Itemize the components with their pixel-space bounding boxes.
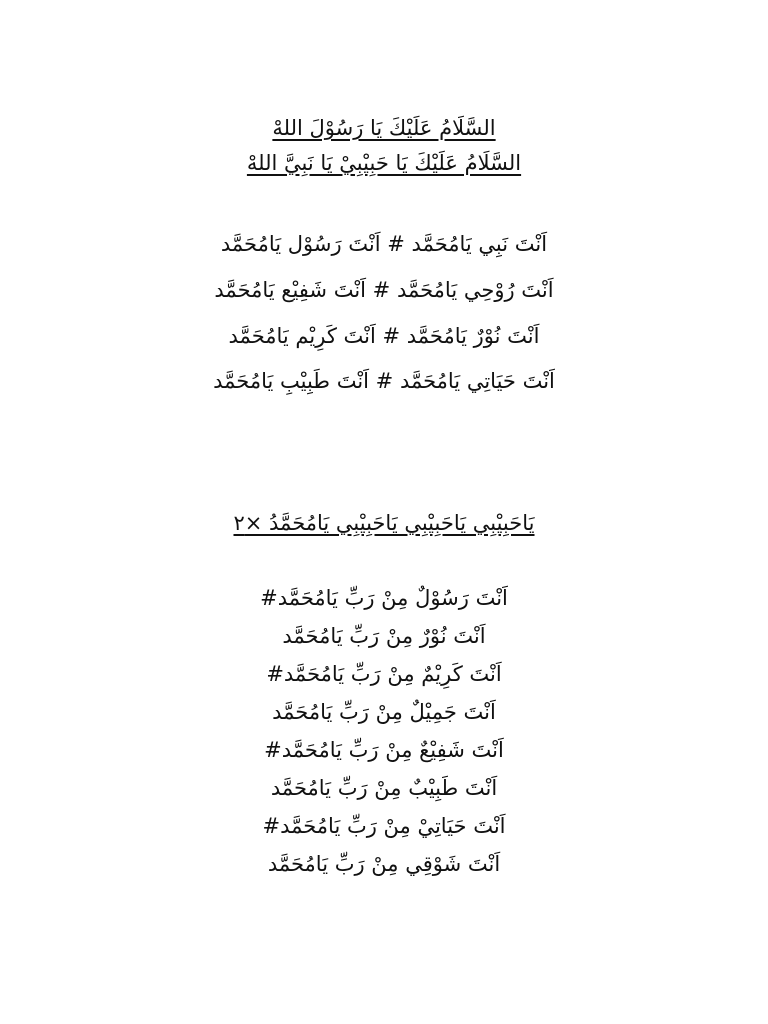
stanza2-line-2: اَنْتَ نُوْرٌ مِنْ رَبِّ يَامُحَمَّد bbox=[282, 624, 486, 648]
stanza1-line-3: اَنْتَ نُوْرٌ يَامُحَمَّد # اَنْتَ كَرِيْم يَامُحَمَّد bbox=[228, 324, 540, 348]
stanza2-line-1: اَنْتَ رَسُوْلٌ مِنْ رَبِّ يَامُحَمَّد# bbox=[260, 586, 508, 610]
stanza2-line-4: اَنْتَ جَمِيْلٌ مِنْ رَبِّ يَامُحَمَّد bbox=[272, 700, 496, 724]
stanza1-line-2: اَنْتَ رُوْحِي يَامُحَمَّد # اَنْتَ شَفِيْع يَامُحَمَّد bbox=[214, 278, 554, 302]
stanza2-line-3: اَنْتَ كَرِيْمٌ مِنْ رَبِّ يَامُحَمَّد# bbox=[266, 662, 502, 686]
header-line-1: السَّلَامُ عَلَيْكَ يَا رَسُوْلَ اللهْ bbox=[272, 116, 496, 140]
stanza2-line-5: اَنْتَ شَفِيْعٌ مِنْ رَبِّ يَامُحَمَّد# bbox=[264, 738, 504, 762]
refrain-line: يَاحَبِيْبِي يَاحَبِيْبِي يَاحَبِيْبِي يَامُحَمَّدُ ×٢ bbox=[233, 511, 535, 535]
stanza1-line-4: اَنْتَ حَيَاتِي يَامُحَمَّد # اَنْتَ طَبِيْبِ يَامُحَمَّد bbox=[213, 369, 555, 393]
stanza2-line-6: اَنْتَ طَبِيْبٌ مِنْ رَبِّ يَامُحَمَّد bbox=[270, 776, 498, 800]
stanza2-line-8: اَنْتَ شَوْقِي مِنْ رَبِّ يَامُحَمَّد bbox=[267, 852, 501, 876]
stanza2-line-7: اَنْتَ حَيَاتِيْ مِنْ رَبِّ يَامُحَمَّد# bbox=[262, 814, 506, 838]
header-line-2: السَّلَامُ عَلَيْكَ يَا حَبِيْبِيْ يَا نَبِيَّ اللهْ bbox=[246, 151, 522, 175]
stanza1-line-1: اَنْتَ نَبِي يَامُحَمَّد # اَنْتَ رَسُوْل يَامُحَمَّد bbox=[220, 232, 548, 256]
